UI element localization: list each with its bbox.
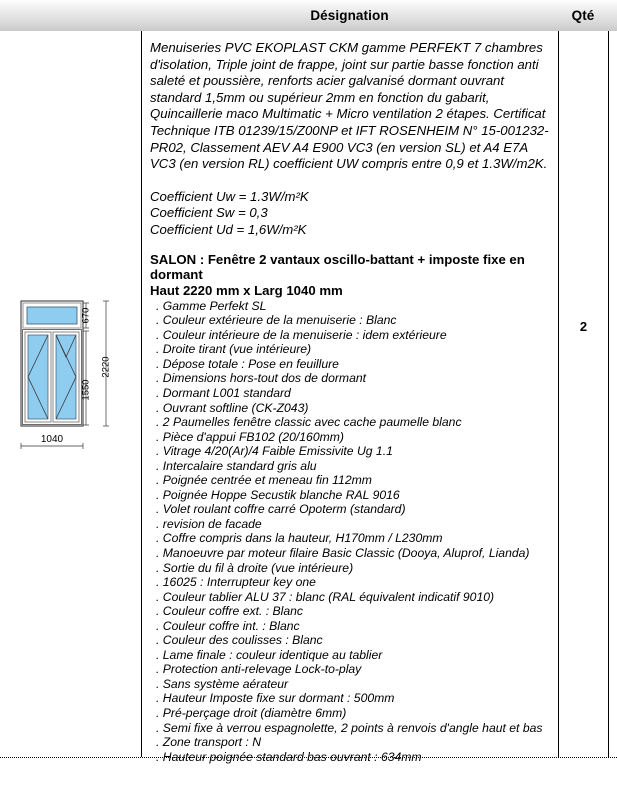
product-intro-paragraph: Menuiseries PVC EKOPLAST CKM gamme PERFEKT 7 chambres d'isolation, Triple joint de frappe, joint sur partie basse fonction anti saleté et poussière, renforts acier galvanisé dormant ouvrant standard 1,5mm ou supérieur 2mm en fonction du gabarit, Quincaillerie maco Multimatic + Micro ventilation 2 étapes. Certificat Technique ITB 01239/15/Z00NP et IFT ROSENHEIM N° 15-001232-PR02, Classement AEV A4 E900 VC3 (en version SL) et A4 E7A VC3 (en version RL) coefficient UW compris entre 0,9 et 1.3W/m2K. xyxy=(150,40,549,172)
list-item: . Hauteur Imposte fixe sur dormant : 500mm xyxy=(156,691,550,706)
list-item: . 2 Paumelles fenêtre classic avec cache paumelle blanc xyxy=(156,415,550,430)
room-section-dimensions: Haut 2220 mm x Larg 1040 mm xyxy=(150,282,343,298)
list-item: . Couleur coffre int. : Blanc xyxy=(156,619,550,634)
quantity-column xyxy=(559,31,608,757)
svg-text:1550: 1550 xyxy=(80,379,92,401)
list-item: . Protection anti-relevage Lock-to-play xyxy=(156,662,550,677)
list-item: . Coffre compris dans la hauteur, H170mm / L230mm xyxy=(156,531,550,546)
table-right-edge xyxy=(608,31,609,757)
list-item: . Ouvrant softline (CK-Z043) xyxy=(156,401,550,416)
room-section-title: SALON : Fenêtre 2 vantaux oscillo-battant + imposte fixe en dormant xyxy=(150,251,525,283)
list-item: . Dormant L001 standard xyxy=(156,386,550,401)
column-header-qte: Qté xyxy=(571,8,595,23)
svg-text:670: 670 xyxy=(80,307,92,324)
window-technical-drawing xyxy=(12,297,130,467)
list-item: . Couleur tablier ALU 37 : blanc (RAL équivalent indicatif 9010) xyxy=(156,590,550,605)
quantity-value: 2 xyxy=(579,319,588,334)
list-item: . Poignée centrée et meneau fin 112mm xyxy=(156,473,550,488)
list-item: . Pré-perçage droit (diamètre 6mm) xyxy=(156,706,550,721)
table-header-row xyxy=(0,0,617,31)
coefficients-block xyxy=(150,189,550,239)
list-item: . Couleur des coulisses : Blanc xyxy=(156,633,550,648)
list-item: . Intercalaire standard gris alu xyxy=(156,459,550,474)
list-item: . Lame finale : couleur identique au tablier xyxy=(156,648,550,663)
column-header-designation: Désignation xyxy=(310,8,389,23)
svg-text:1040: 1040 xyxy=(40,434,64,445)
list-item: . Dimensions hors-tout dos de dormant xyxy=(156,371,550,386)
list-item: . Zone transport : N xyxy=(156,735,550,750)
list-item: . Couleur coffre ext. : Blanc xyxy=(156,604,550,619)
list-item: . Volet roulant coffre carré Opoterm (standard) xyxy=(156,502,550,517)
list-item: . Semi fixe à verrou espagnolette, 2 points à renvois d'angle haut et bas xyxy=(156,721,550,736)
coefficient-sw: Coefficient Sw = 0,3 xyxy=(150,205,268,221)
list-item: . Sans système aérateur xyxy=(156,677,550,692)
specification-list xyxy=(150,299,550,765)
list-item: . Vitrage 4/20(Ar)/4 Faible Emissivite Ug 1.1 xyxy=(156,444,550,459)
list-item: . 16025 : Interrupteur key one xyxy=(156,575,550,590)
coefficient-uw: Coefficient Uw = 1.3W/m²K xyxy=(150,188,309,204)
list-item: . Hauteur poignée standard bas ouvrant : 634mm xyxy=(156,750,550,765)
table-body-row xyxy=(0,31,617,764)
svg-text:2220: 2220 xyxy=(100,356,112,378)
coefficient-ud: Coefficient Ud = 1,6W/m²K xyxy=(150,221,307,237)
list-item: . Pièce d'appui FB102 (20/160mm) xyxy=(156,430,550,445)
list-item: . Gamme Perfekt SL xyxy=(156,299,550,314)
list-item: . Couleur extérieure de la menuiserie : Blanc xyxy=(156,313,550,328)
list-item: . Droite tirant (vue intérieure) xyxy=(156,342,550,357)
list-item: . Manoeuvre par moteur filaire Basic Classic (Dooya, Aluprof, Lianda) xyxy=(156,546,550,561)
list-item: . Dépose totale : Pose en feuillure xyxy=(156,357,550,372)
list-item: . Sortie du fil à droite (vue intérieure) xyxy=(156,561,550,576)
list-item: . Couleur intérieure de la menuiserie : idem extérieure xyxy=(156,328,550,343)
figure-column xyxy=(0,31,141,757)
list-item: . Poignée Hoppe Secustik blanche RAL 9016 xyxy=(156,488,550,503)
designation-column xyxy=(142,31,558,764)
list-item: . revision de facade xyxy=(156,517,550,532)
